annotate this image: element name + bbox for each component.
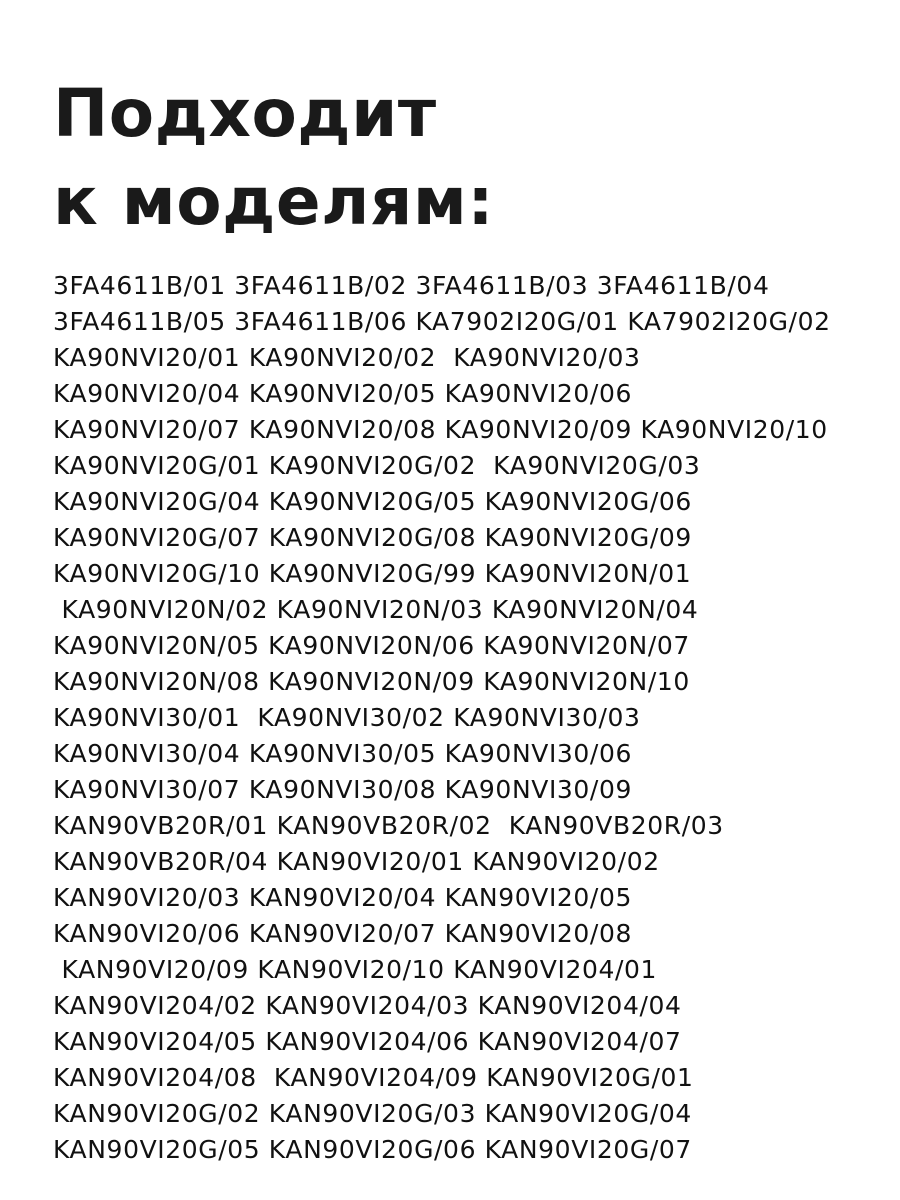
model-row: KA90NVI20G/01 KA90NVI20G/02 KA90NVI20G/03 — [53, 451, 701, 480]
model-row: KAN90VI204/08 KAN90VI204/09 KAN90VI20G/01 — [53, 1063, 694, 1092]
title-line-1: Подходит — [53, 75, 437, 152]
model-row: KAN90VB20R/04 KAN90VI20/01 KAN90VI20/02 — [53, 847, 660, 876]
model-row: KA90NVI20G/07 KA90NVI20G/08 KA90NVI20G/09 — [53, 523, 692, 552]
title-line-2: к моделям: — [53, 163, 495, 240]
model-row: KA90NVI20/04 KA90NVI20/05 KA90NVI20/06 — [53, 379, 632, 408]
model-row: KA90NVI30/04 KA90NVI30/05 KA90NVI30/06 — [53, 739, 632, 768]
model-row: 3FA4611B/05 3FA4611B/06 KA7902I20G/01 KA7902I20G/02 — [53, 307, 831, 336]
model-row: KA90NVI20N/05 KA90NVI20N/06 KA90NVI20N/07 — [53, 631, 690, 660]
model-row: KAN90VI20/06 KAN90VI20/07 KAN90VI20/08 — [53, 919, 632, 948]
model-row: KA90NVI20/07 KA90NVI20/08 KA90NVI20/09 KA90NVI20/10 — [53, 415, 828, 444]
model-row: KAN90VI20/09 KAN90VI20/10 KAN90VI204/01 — [53, 955, 658, 984]
model-row: KA90NVI30/07 KA90NVI30/08 KA90NVI30/09 — [53, 775, 632, 804]
model-row: KAN90VI204/05 KAN90VI204/06 KAN90VI204/07 — [53, 1027, 682, 1056]
model-list — [53, 268, 900, 1168]
model-row: KAN90VI204/02 KAN90VI204/03 KAN90VI204/04 — [53, 991, 682, 1020]
page-title — [53, 70, 900, 246]
model-row: KA90NVI20/01 KA90NVI20/02 KA90NVI20/03 — [53, 343, 641, 372]
model-row: KA90NVI20G/04 KA90NVI20G/05 KA90NVI20G/06 — [53, 487, 692, 516]
model-row: KAN90VB20R/01 KAN90VB20R/02 KAN90VB20R/03 — [53, 811, 724, 840]
model-row: KAN90VI20G/02 KAN90VI20G/03 KAN90VI20G/04 — [53, 1099, 692, 1128]
model-row: KAN90VI20G/05 KAN90VI20G/06 KAN90VI20G/07 — [53, 1135, 692, 1164]
model-row: KA90NVI20N/08 KA90NVI20N/09 KA90NVI20N/10 — [53, 667, 690, 696]
model-row: KAN90VI20/03 KAN90VI20/04 KAN90VI20/05 — [53, 883, 632, 912]
model-row: KA90NVI20N/02 KA90NVI20N/03 KA90NVI20N/04 — [53, 595, 699, 624]
model-row: KA90NVI30/01 KA90NVI30/02 KA90NVI30/03 — [53, 703, 641, 732]
model-row: KA90NVI20G/10 KA90NVI20G/99 KA90NVI20N/01 — [53, 559, 692, 588]
model-row: 3FA4611B/01 3FA4611B/02 3FA4611B/03 3FA4611B/04 — [53, 271, 770, 300]
